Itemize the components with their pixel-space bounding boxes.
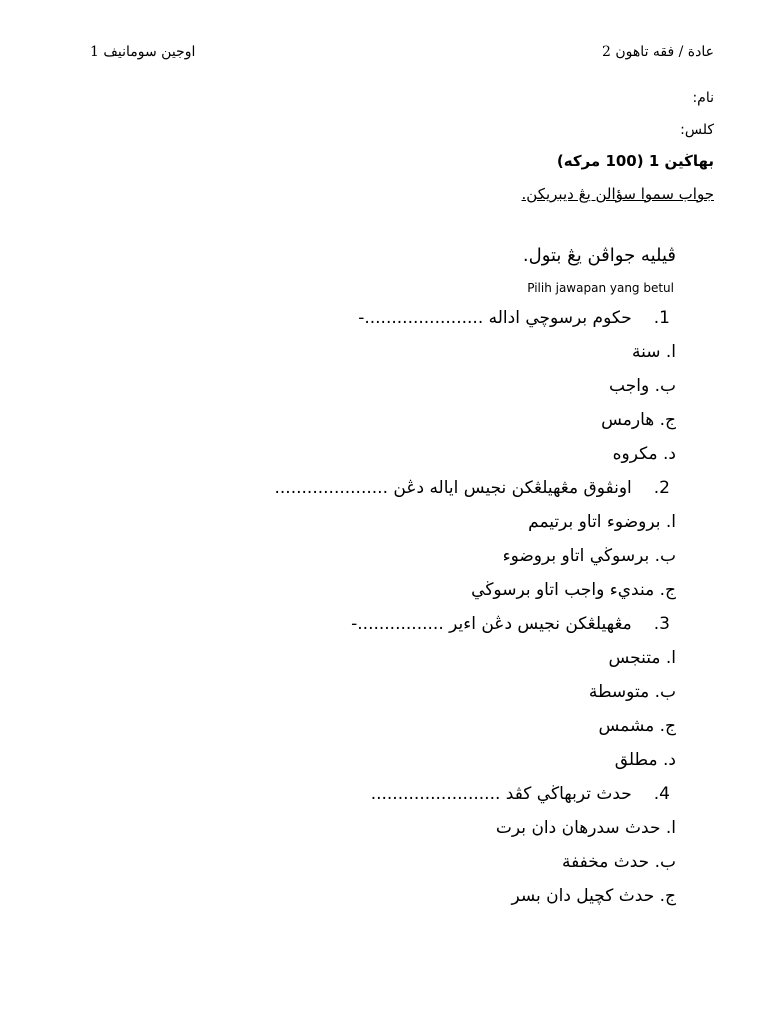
option-1a: ا. سنة [631, 342, 676, 362]
question-number: 1. [653, 308, 670, 328]
option-1b: ب. واجب [609, 376, 676, 396]
option-4a: ا. حدث سدرهان دان برت [495, 818, 676, 838]
option-2b: ب. برسوڬي اتاو بروضوء [502, 546, 676, 566]
question-number: 4. [653, 784, 670, 804]
option-1d: د. مكروه [612, 444, 676, 464]
section-instruction: جواب سموا سؤالن يڠ ديبريكن. [521, 185, 714, 203]
option-4b: ب. حدث مخففة [561, 852, 676, 872]
class-label: كلس: [680, 122, 714, 138]
question-text: حکوم برسوچي اداله ......................- [358, 308, 632, 328]
question-number: 2. [653, 478, 670, 498]
header-subject: عادة / فقه تاهون 2 [602, 44, 714, 60]
question-1 [358, 308, 670, 328]
name-label: نام: [692, 90, 714, 106]
question-text: اونڤوق مڠهيلڠكن نجيس اياله دڠن ..................... [274, 478, 632, 498]
question-text: مڠهيلڠكن نجيس دڠن اءير ................- [351, 614, 632, 634]
question-text: حدث تربهاڬي كڤد ........................ [370, 784, 632, 804]
option-1c: ج. هارمس [601, 410, 676, 430]
option-4c: ج. حدث كچيل دان بسر [511, 886, 676, 906]
option-2c: ج. منديء واجب اتاو برسوڬي [471, 580, 676, 600]
question-2 [275, 478, 671, 498]
option-3b: ب. متوسطة [588, 682, 676, 702]
option-3d: د. مطلق [614, 750, 676, 770]
prompt-jawi: ڤيليه جواڤن يڠ بتول. [522, 245, 676, 266]
section-title: بهاڬين 1 (100 مركه) [556, 152, 714, 170]
option-3a: ا. متنجس [608, 648, 676, 668]
option-2a: ا. بروضوء اتاو برتيمم [528, 512, 676, 532]
header-unit: اوجين سومانيف 1 [90, 44, 196, 60]
question-number: 3. [653, 614, 670, 634]
question-4 [371, 784, 670, 804]
option-3c: ج. مشمس [598, 716, 676, 736]
question-3 [351, 614, 670, 634]
prompt-rumi: Pilih jawapan yang betul [527, 281, 674, 295]
